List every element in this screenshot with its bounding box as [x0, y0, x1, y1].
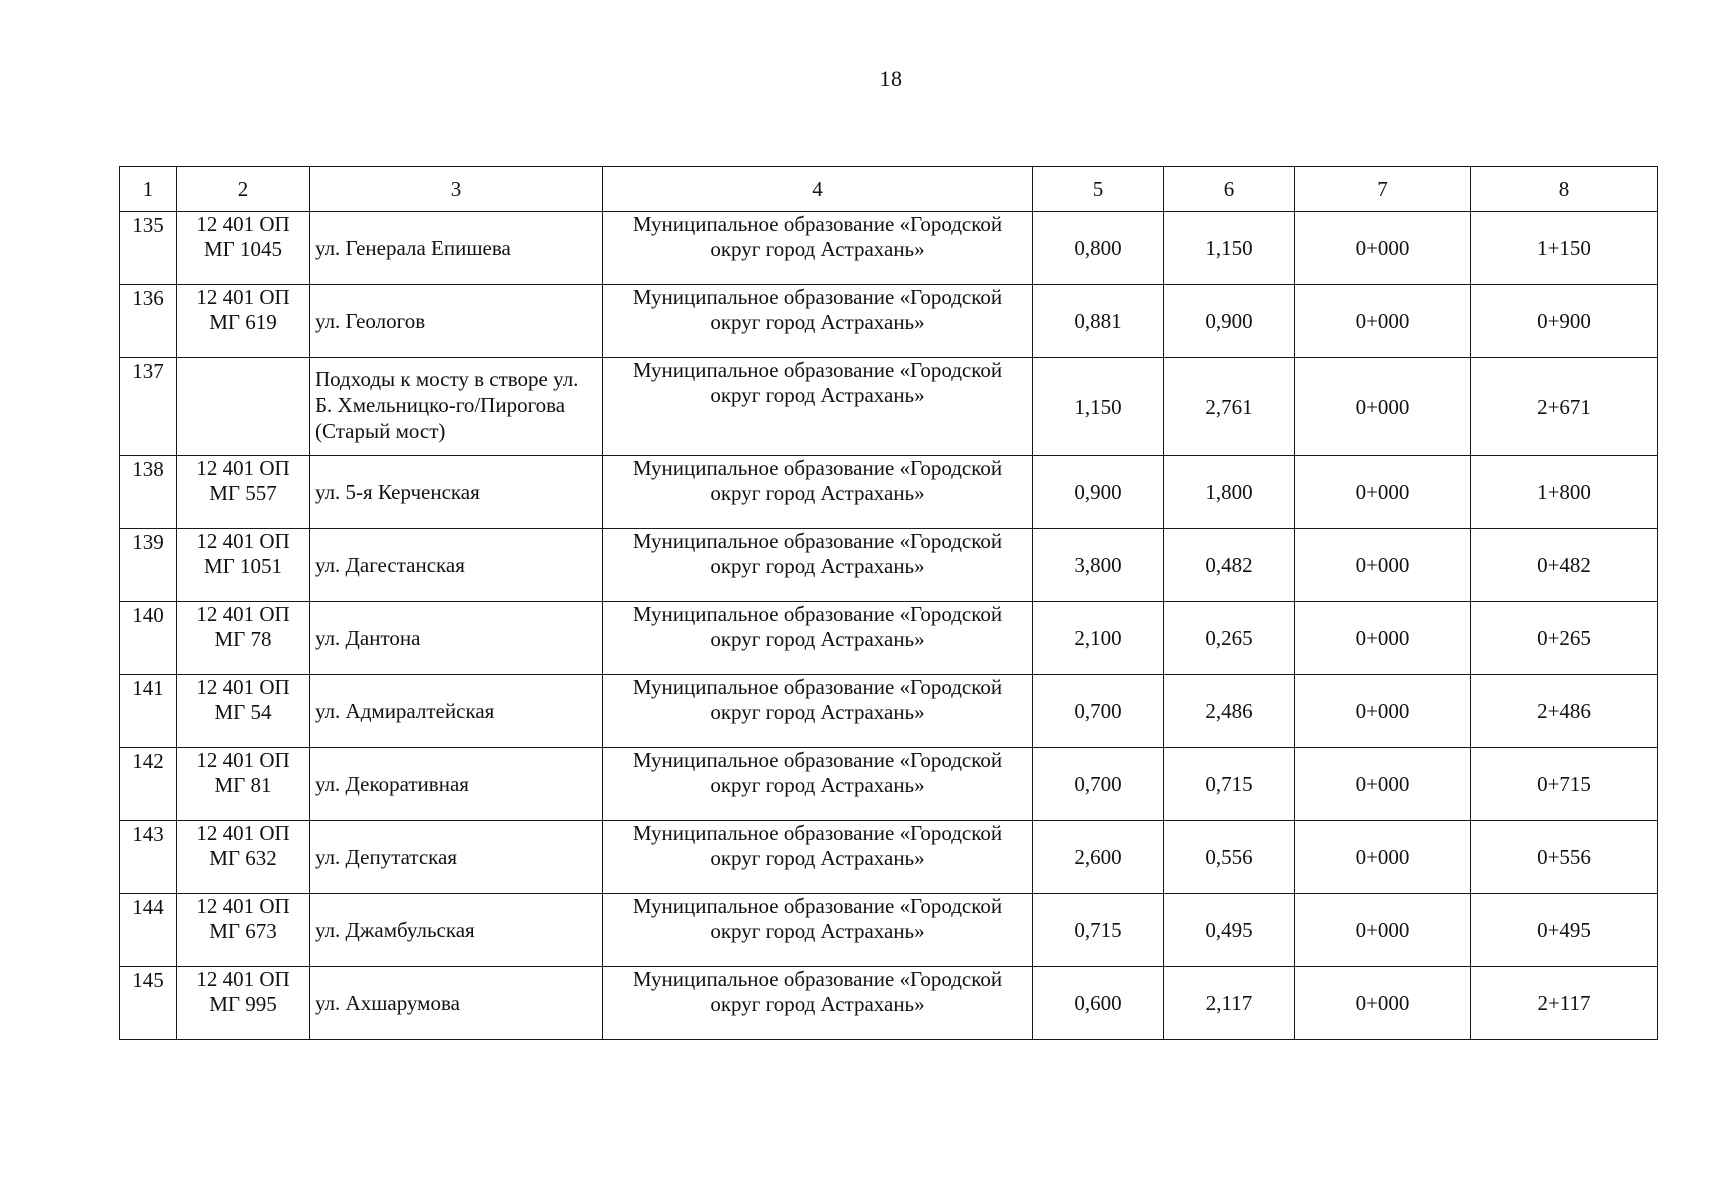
cell-col8: 2+671 [1471, 358, 1658, 456]
road-owner: Муниципальное образование «Городской округ город Астрахань» [603, 602, 1033, 675]
cell-col7: 0+000 [1295, 967, 1471, 1040]
road-code-line-2: МГ 78 [214, 627, 272, 651]
road-name: ул. Геологов [310, 285, 603, 358]
table-row [120, 456, 1658, 529]
road-name: ул. Ахшарумова [310, 967, 603, 1040]
header-cell-5: 5 [1033, 167, 1164, 212]
road-name: ул. Генерала Епишева [310, 212, 603, 285]
road-code [177, 358, 310, 456]
road-code-line-2: МГ 81 [214, 773, 272, 797]
road-code-line-1: 12 401 ОП [196, 212, 290, 236]
cell-col8: 1+800 [1471, 456, 1658, 529]
cell-col8: 2+486 [1471, 675, 1658, 748]
table-body [120, 212, 1658, 1040]
road-owner: Муниципальное образование «Городской округ город Астрахань» [603, 456, 1033, 529]
cell-col5: 0,881 [1033, 285, 1164, 358]
header-cell-4: 4 [603, 167, 1033, 212]
header-cell-6: 6 [1164, 167, 1295, 212]
cell-col7: 0+000 [1295, 602, 1471, 675]
table-row [120, 529, 1658, 602]
road-code-line-2: МГ 557 [209, 481, 277, 505]
row-number: 136 [120, 285, 177, 358]
cell-col8: 2+117 [1471, 967, 1658, 1040]
cell-col6: 2,486 [1164, 675, 1295, 748]
cell-col7: 0+000 [1295, 212, 1471, 285]
road-owner: Муниципальное образование «Городской округ город Астрахань» [603, 529, 1033, 602]
cell-col6: 0,482 [1164, 529, 1295, 602]
cell-col5: 0,700 [1033, 675, 1164, 748]
table-row [120, 821, 1658, 894]
row-number: 141 [120, 675, 177, 748]
road-name: ул. Депутатская [310, 821, 603, 894]
road-name: ул. Дагестанская [310, 529, 603, 602]
cell-col7: 0+000 [1295, 529, 1471, 602]
cell-col5: 2,600 [1033, 821, 1164, 894]
road-code [177, 675, 310, 748]
header-cell-3: 3 [310, 167, 603, 212]
row-number: 142 [120, 748, 177, 821]
cell-col7: 0+000 [1295, 675, 1471, 748]
cell-col8: 0+265 [1471, 602, 1658, 675]
road-code-line-2: МГ 632 [209, 846, 277, 870]
cell-col7: 0+000 [1295, 456, 1471, 529]
page-number: 18 [879, 66, 903, 91]
row-number: 140 [120, 602, 177, 675]
road-code [177, 602, 310, 675]
road-code [177, 285, 310, 358]
table-row [120, 212, 1658, 285]
cell-col5: 1,150 [1033, 358, 1164, 456]
table-row [120, 894, 1658, 967]
cell-col8: 0+556 [1471, 821, 1658, 894]
cell-col6: 2,761 [1164, 358, 1295, 456]
header-cell-7: 7 [1295, 167, 1471, 212]
road-code-line-2: МГ 1051 [203, 554, 283, 578]
cell-col8: 0+900 [1471, 285, 1658, 358]
cell-col5: 0,800 [1033, 212, 1164, 285]
cell-col5: 0,900 [1033, 456, 1164, 529]
table-row [120, 602, 1658, 675]
cell-col7: 0+000 [1295, 894, 1471, 967]
road-code-line-1: 12 401 ОП [196, 894, 290, 918]
cell-col6: 0,715 [1164, 748, 1295, 821]
cell-col7: 0+000 [1295, 358, 1471, 456]
cell-col8: 1+150 [1471, 212, 1658, 285]
cell-col6: 0,556 [1164, 821, 1295, 894]
road-code [177, 212, 310, 285]
cell-col5: 0,715 [1033, 894, 1164, 967]
road-owner: Муниципальное образование «Городской округ город Астрахань» [603, 894, 1033, 967]
road-owner: Муниципальное образование «Городской округ город Астрахань» [603, 675, 1033, 748]
table-row [120, 675, 1658, 748]
road-owner: Муниципальное образование «Городской округ город Астрахань» [603, 358, 1033, 456]
road-code-line-1: 12 401 ОП [196, 675, 290, 699]
road-code-line-1: 12 401 ОП [196, 602, 290, 626]
road-name: ул. Адмиралтейская [310, 675, 603, 748]
row-number: 144 [120, 894, 177, 967]
cell-col6: 2,117 [1164, 967, 1295, 1040]
cell-col8: 0+482 [1471, 529, 1658, 602]
road-code [177, 456, 310, 529]
road-owner: Муниципальное образование «Городской округ город Астрахань» [603, 821, 1033, 894]
road-owner: Муниципальное образование «Городской округ город Астрахань» [603, 212, 1033, 285]
header-row [120, 167, 1658, 212]
road-code-line-1: 12 401 ОП [196, 456, 290, 480]
header-cell-1: 1 [120, 167, 177, 212]
cell-col6: 1,800 [1164, 456, 1295, 529]
road-owner: Муниципальное образование «Городской округ город Астрахань» [603, 967, 1033, 1040]
road-code-line-2: МГ 673 [209, 919, 277, 943]
road-code [177, 529, 310, 602]
cell-col5: 3,800 [1033, 529, 1164, 602]
table-row [120, 748, 1658, 821]
road-owner: Муниципальное образование «Городской округ город Астрахань» [603, 285, 1033, 358]
table-header [120, 167, 1658, 212]
road-name: ул. Декоративная [310, 748, 603, 821]
road-code [177, 894, 310, 967]
roads-table [119, 166, 1658, 1040]
road-code [177, 821, 310, 894]
row-number: 143 [120, 821, 177, 894]
cell-col7: 0+000 [1295, 748, 1471, 821]
cell-col5: 0,700 [1033, 748, 1164, 821]
table-row [120, 967, 1658, 1040]
cell-col6: 0,265 [1164, 602, 1295, 675]
row-number: 138 [120, 456, 177, 529]
road-code-line-1: 12 401 ОП [196, 285, 290, 309]
road-code-line-2: МГ 995 [209, 992, 277, 1016]
cell-col5: 2,100 [1033, 602, 1164, 675]
cell-col8: 0+715 [1471, 748, 1658, 821]
cell-col7: 0+000 [1295, 821, 1471, 894]
cell-col5: 0,600 [1033, 967, 1164, 1040]
cell-col7: 0+000 [1295, 285, 1471, 358]
row-number: 135 [120, 212, 177, 285]
road-code-line-1: 12 401 ОП [196, 748, 290, 772]
cell-col8: 0+495 [1471, 894, 1658, 967]
cell-col6: 0,495 [1164, 894, 1295, 967]
road-code-line-2: МГ 1045 [203, 237, 283, 261]
row-number: 145 [120, 967, 177, 1040]
row-number: 139 [120, 529, 177, 602]
road-code-line-1: 12 401 ОП [196, 821, 290, 845]
table-row [120, 358, 1658, 456]
road-name: ул. 5-я Керченская [310, 456, 603, 529]
table-row [120, 285, 1658, 358]
road-code-line-1: 12 401 ОП [196, 967, 290, 991]
road-name: Подходы к мосту в створе ул. Б. Хмельницко-го/Пирогова (Старый мост) [310, 358, 603, 456]
road-code [177, 748, 310, 821]
road-owner: Муниципальное образование «Городской округ город Астрахань» [603, 748, 1033, 821]
road-code [177, 967, 310, 1040]
road-name: ул. Дантона [310, 602, 603, 675]
road-code-line-2: МГ 619 [209, 310, 277, 334]
cell-col6: 0,900 [1164, 285, 1295, 358]
road-code-line-1: 12 401 ОП [196, 529, 290, 553]
header-cell-2: 2 [177, 167, 310, 212]
road-code-line-2: МГ 54 [214, 700, 272, 724]
header-cell-8: 8 [1471, 167, 1658, 212]
cell-col6: 1,150 [1164, 212, 1295, 285]
road-name: ул. Джамбульская [310, 894, 603, 967]
row-number: 137 [120, 358, 177, 456]
